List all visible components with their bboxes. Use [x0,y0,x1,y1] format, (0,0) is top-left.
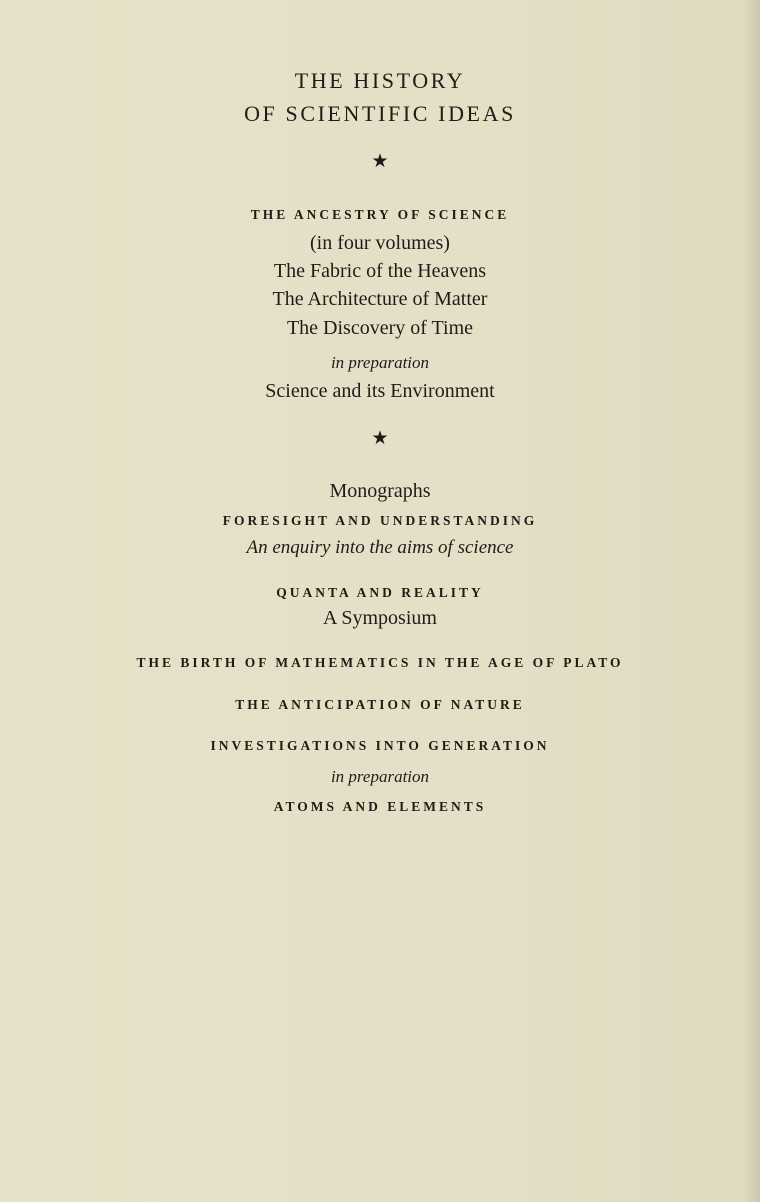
ancestry-heading: THE ANCESTRY OF SCIENCE [250,207,510,222]
star-separator-2: ★ [371,428,389,449]
ancestry-in-preparation-label: in preparation [330,353,430,372]
volume-title: The Architecture of Matter [272,288,488,310]
star-separator-1: ★ [371,151,389,172]
monograph-subtitle: An enquiry into the aims of science [246,537,514,558]
monographs-heading: Monographs [329,480,431,502]
monograph-title: QUANTA AND REALITY [276,585,484,600]
ancestry-in-preparation-title: Science and its Environment [265,380,495,402]
monographs-in-preparation-title: ATOMS AND ELEMENTS [273,799,487,814]
series-title-line-2: OF SCIENTIFIC IDEAS [244,101,516,126]
volume-title: The Fabric of the Heavens [273,260,487,282]
monograph-title: INVESTIGATIONS INTO GENERATION [210,738,550,753]
page-edge-shadow [744,0,760,1202]
monograph-title: FORESIGHT AND UNDERSTANDING [222,513,538,528]
volume-title: The Discovery of Time [286,317,474,339]
monograph-subtitle: A Symposium [323,607,437,629]
monograph-title: THE ANTICIPATION OF NATURE [235,697,525,712]
monograph-title: THE BIRTH OF MATHEMATICS IN THE AGE OF PLATO [136,655,624,670]
ancestry-subheading: (in four volumes) [310,232,450,254]
series-title-line-1: THE HISTORY [294,68,466,93]
monographs-in-preparation-label: in preparation [330,767,430,786]
